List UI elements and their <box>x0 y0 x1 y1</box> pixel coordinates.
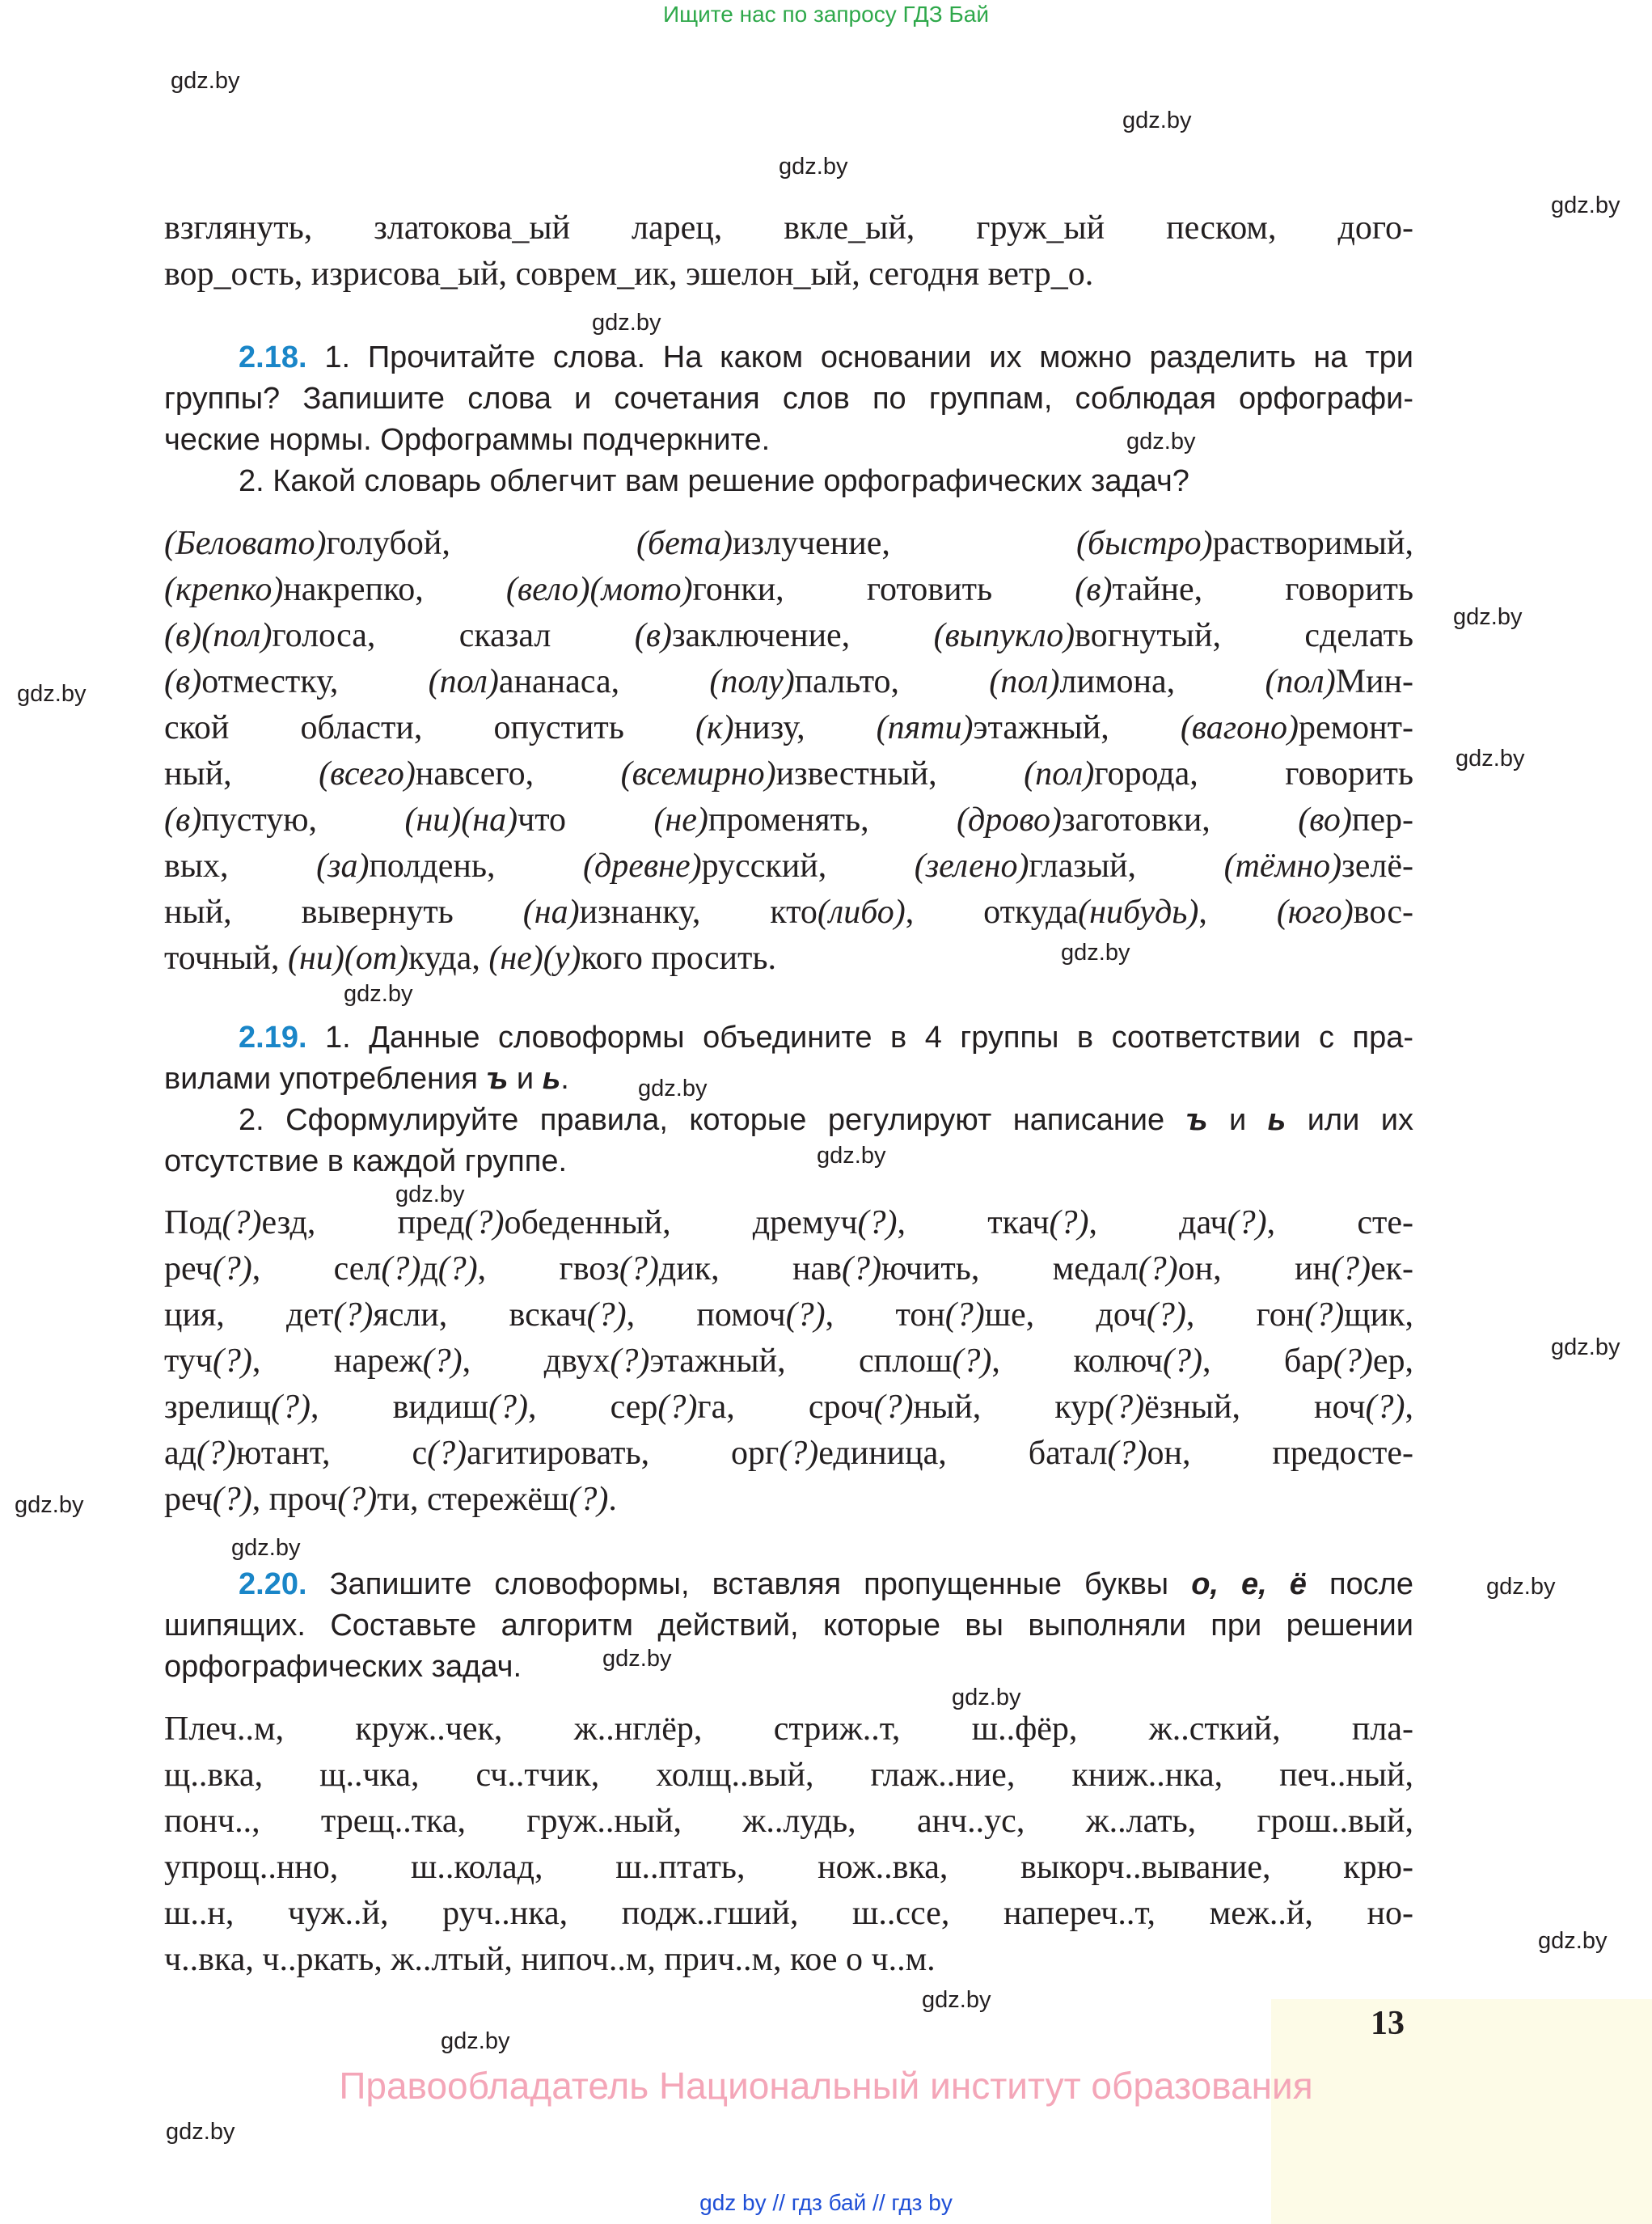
task-line: орфографических задач. <box>164 1650 522 1684</box>
text-line: понч.., трещ..тка, груж..ный, ж..лудь, анч..ус, ж..лать, грош..вый, <box>164 1803 1413 1840</box>
task-line: отсутствие в каждой группе. <box>164 1144 568 1178</box>
watermark: gdz.by <box>344 981 413 1007</box>
watermark: gdz.by <box>1486 1574 1556 1600</box>
task-2-19: 2.19. 1. Данные словоформы объедините в 4 группы в соответствии с пра- вилами употребления ъ и ь. 2. Сформулируйте правила, которые регулируют написание ъ и ь или их отсутствие в каждой группе. <box>164 1017 1413 1182</box>
task-line: 2. Какой словарь облегчит вам решение орфографических задач? <box>239 464 1189 498</box>
task-line: шипящих. Составьте алгоритм действий, которые вы выполняли при решении <box>164 1609 1413 1643</box>
watermark: gdz.by <box>602 1646 672 1672</box>
text-line: ч..вка, ч..ркать, ж..лтый, нипоч..м, прич..м, кое о ч..м. <box>164 1941 936 1978</box>
watermark: gdz.by <box>17 681 87 707</box>
task-line: группы? Запишите слова и сочетания слов по группам, соблюдая орфографи- <box>164 382 1413 416</box>
watermark: gdz.by <box>1551 192 1620 218</box>
watermark: gdz.by <box>779 154 848 180</box>
watermark: gdz.by <box>922 1987 991 2013</box>
page-number: 13 <box>1371 2005 1405 2042</box>
copyright-notice: Правообладатель Национальный институт образования <box>339 2065 1313 2107</box>
watermark: gdz.by <box>1538 1928 1608 1954</box>
watermark: gdz.by <box>1456 746 1525 772</box>
text-line: ш..н, чуж..й, руч..нка, подж..гший, ш..ссе, напереч..т, меж..й, но- <box>164 1895 1413 1932</box>
watermark: gdz.by <box>171 68 240 94</box>
watermark: gdz.by <box>638 1076 708 1101</box>
watermark: gdz.by <box>395 1182 465 1207</box>
watermark: gdz.by <box>1122 108 1192 133</box>
watermark: gdz.by <box>441 2028 510 2054</box>
text-line: взглянуть, златокова_ый ларец, вкле_ый, груж_ый песком, дого- <box>164 209 1413 247</box>
top-banner[interactable]: Ищите нас по запросу ГДЗ Бай <box>662 2 990 27</box>
task-number: 2.18. <box>239 340 307 374</box>
exercise-words-2-20 <box>164 1706 1413 1983</box>
watermark: gdz.by <box>952 1685 1021 1710</box>
watermark: gdz.by <box>15 1492 84 1518</box>
text-line: щ..вка, щ..чка, сч..тчик, холщ..вый, глаж..ние, книж..нка, печ..ный, <box>164 1757 1413 1794</box>
watermark: gdz.by <box>1453 604 1523 630</box>
watermark: gdz.by <box>1551 1334 1620 1360</box>
text-line: упрощ..нно, ш..колад, ш..птать, нож..вка, выкорч..вывание, крю- <box>164 1849 1413 1886</box>
exercise-words-top <box>164 205 1413 298</box>
task-number: 2.19. <box>239 1021 307 1055</box>
watermark: gdz.by <box>1126 429 1196 455</box>
watermark: gdz.by <box>592 310 661 336</box>
watermark: gdz.by <box>1061 940 1130 966</box>
exercise-words-2-18: (Беловато)голубой, (бета)излучение, (быстро)растворимый, (крепко)накрепко, (вело)(мото)гонки, готовить (в)тайне, говорить (в)(пол)голоса, сказал (в)заключение, (выпукло)вогнутый, сделать (в)отместку, (пол)ананаса, (полу)пальто, (пол)лимона, (пол)Мин- ской области, опустить (к)низу, (пяти)этажный, (вагоно)ремонт- ный, (всего)навсего, (всемирно)известный, (пол)города, говорить (в)пустую, (ни)(на)что (не)променять, (дрово)заготовки, (во)пер- вых, (за)полдень, (древне)русский, (зелено)глазый, (тёмно)зелё- ный, вывернуть (на)изнанку, кто(либо), откуда(нибудь), (юго)вос- точный, (ни)(от)куда, (не)(у)кого просить. <box>164 525 1414 977</box>
task-line: ческие нормы. Орфограммы подчеркните. <box>164 423 771 457</box>
task-2-18: 2.18. 1. Прочитайте слова. На каком основании их можно разделить на три группы? Запишите слова и сочетания слов по группам, соблюдая орфографи- ческие нормы. Орфограммы подчеркните. 2. Какой словарь облегчит вам решение орфографических задач? <box>164 337 1413 502</box>
task-2-20: 2.20. Запишите словоформы, вставляя пропущенные буквы о, е, ё после шипящих. Составьте алгоритм действий, которые вы выполняли при решении орфографических задач. <box>164 1564 1413 1688</box>
footer-links[interactable]: gdz by // гдз бай // гдз by <box>699 2190 953 2215</box>
text-line: Плеч..м, круж..чек, ж..нглёр, стриж..т, ш..фёр, ж..сткий, пла- <box>164 1710 1413 1748</box>
task-number: 2.20. <box>239 1567 307 1601</box>
watermark: gdz.by <box>817 1143 886 1169</box>
text-line: вор_ость, изрисова_ый, соврем_ик, эшелон_ый, сегодня ветр_о. <box>164 256 1094 293</box>
watermark: gdz.by <box>231 1535 301 1561</box>
exercise-words-2-19: Под(?)езд, пред(?)обеденный, дремуч(?), ткач(?), дач(?), сте- реч(?), сел(?)д(?), гвоз(?)дик, нав(?)ючить, медал(?)он, ин(?)ек- ция, дет(?)ясли, вскач(?), помоч(?), тон(?)ше, доч(?), гон(?)щик, туч(?), нареж(?), двух(?)этажный, сплош(?), колюч(?), бар(?)ер, зрелищ(?), видиш(?), сер(?)га, сроч(?)ный, кур(?)ёзный, ноч(?), ад(?)ютант, с(?)агитировать, орг(?)единица, батал(?)он, предосте- реч(?), проч(?)ти, стережёш(?). <box>164 1204 1414 1518</box>
watermark: gdz.by <box>166 2119 235 2145</box>
